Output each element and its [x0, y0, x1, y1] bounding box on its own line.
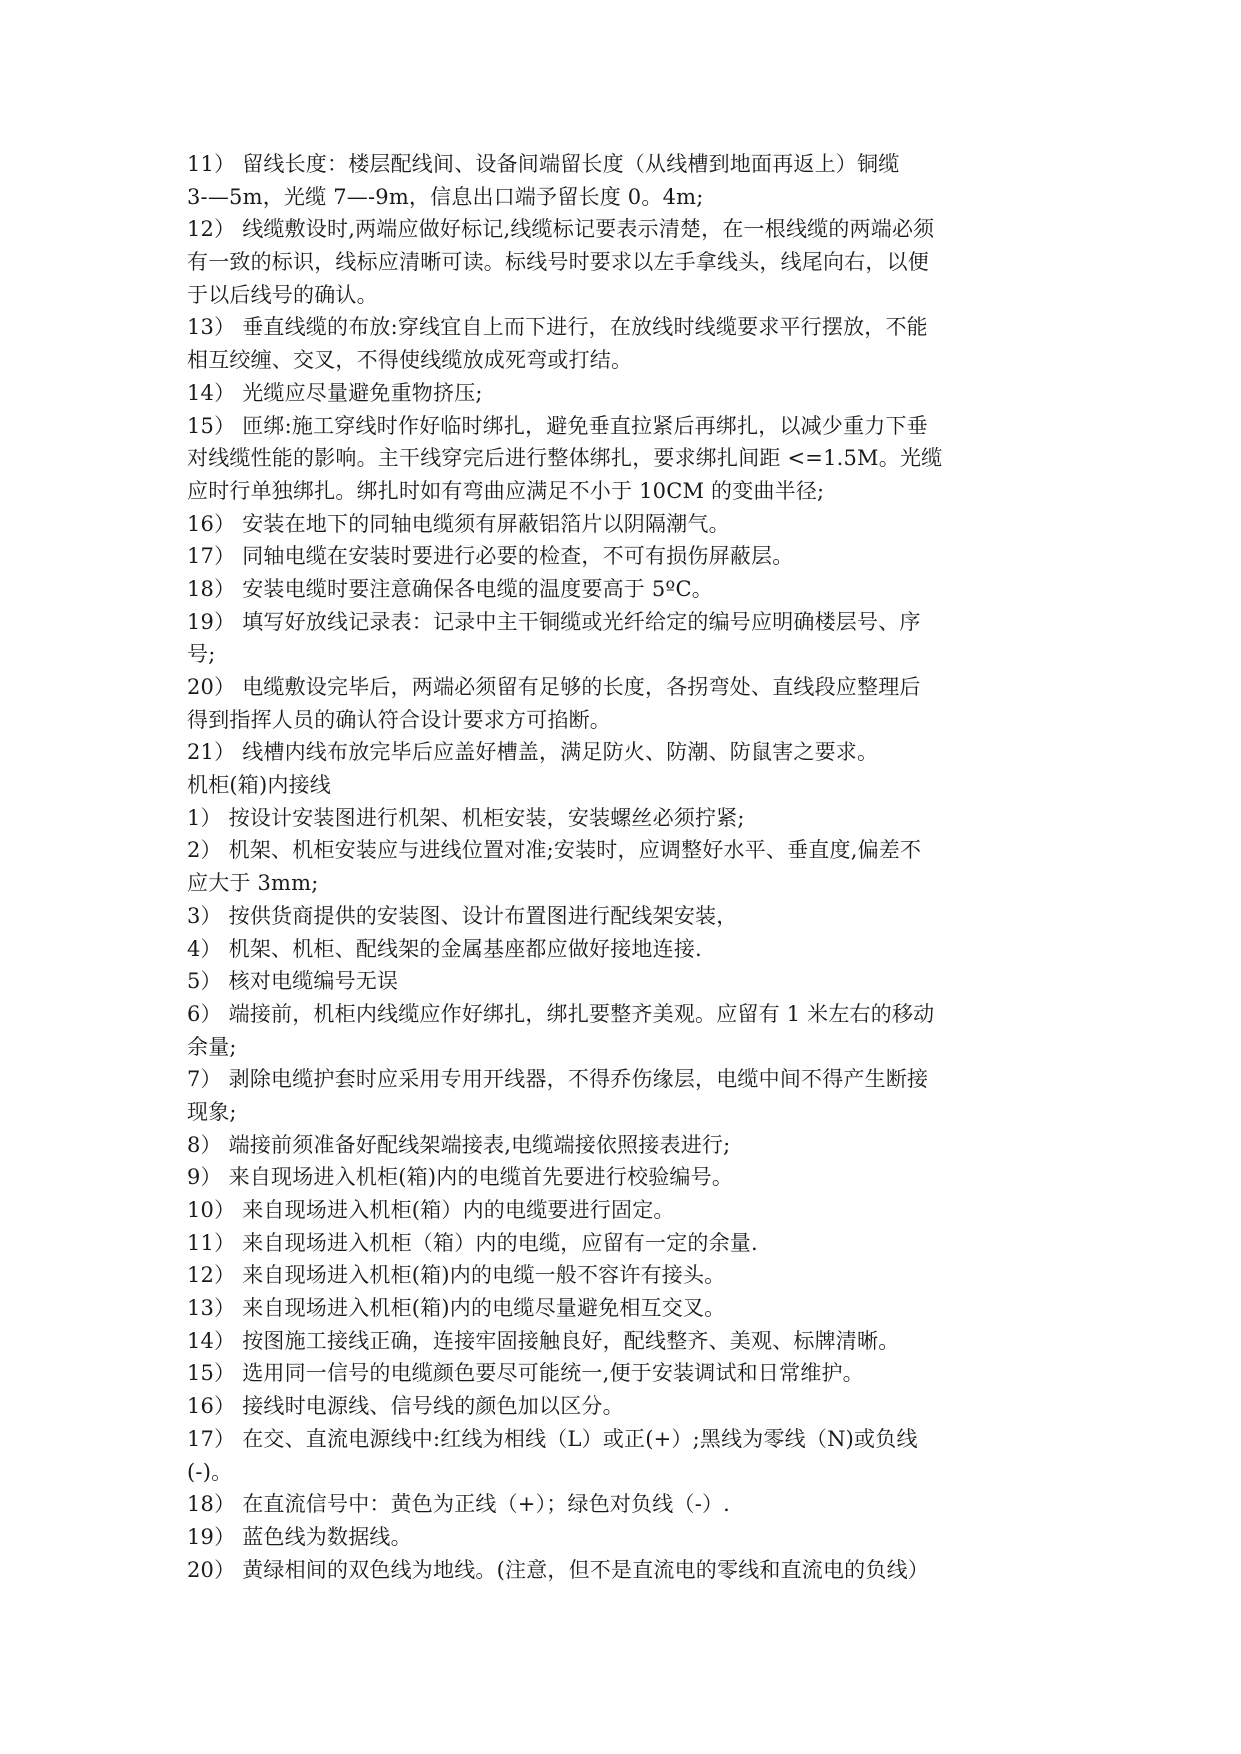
- text-line: 18） 安装电缆时要注意确保各电缆的温度要高于 5ºC。: [187, 576, 713, 601]
- text-line: 相互绞缠、交叉，不得使线缆放成死弯或打结。: [187, 348, 633, 373]
- text-line: 14） 按图施工接线正确，连接牢固接触良好，配线整齐、美观、标牌清晰。: [187, 1328, 900, 1353]
- text-line: 11） 留线长度：楼层配线间、设备间端留长度（从线槽到地面再返上）铜缆: [187, 152, 900, 176]
- text-line: 15） 选用同一信号的电缆颜色要尽可能统一,便于安装调试和日常维护。: [187, 1361, 864, 1386]
- text-line: 号;: [187, 642, 216, 667]
- text-line: 19） 填写好放线记录表：记录中主干铜缆或光纤给定的编号应明确楼层号、序: [187, 609, 921, 634]
- section-heading: 机柜(箱)内接线: [187, 773, 331, 798]
- text-line: 18） 在直流信号中：黄色为正线（+）；绿色对负线（-）.: [187, 1492, 731, 1517]
- text-line: 有一致的标识，线标应清晰可读。标线号时要求以左手拿线头，线尾向右，以便: [187, 250, 929, 275]
- text-line: 现象;: [187, 1099, 237, 1124]
- text-line: 12） 线缆敷设时,两端应做好标记,线缆标记要表示清楚，在一根线缆的两端必须: [187, 217, 935, 242]
- text-line: 5） 核对电缆编号无误: [187, 969, 399, 994]
- text-line: 得到指挥人员的确认符合设计要求方可掐断。: [187, 707, 611, 732]
- text-line: 21） 线槽内线布放完毕后应盖好槽盖，满足防火、防潮、防鼠害之要求。: [187, 740, 879, 765]
- document-body: [187, 148, 1067, 1586]
- text-line: 14） 光缆应尽量避免重物挤压;: [187, 380, 483, 405]
- text-line: 20） 电缆敷设完毕后，两端必须留有足够的长度，各拐弯处、直线段应整理后: [187, 675, 921, 699]
- text-line: 6） 端接前，机柜内线缆应作好绑扎，绑扎要整齐美观。应留有 1 米左右的移动: [187, 1001, 935, 1026]
- text-line: 12） 来自现场进入机柜(箱)内的电缆一般不容许有接头。: [187, 1263, 726, 1288]
- text-line: 13） 垂直线缆的布放:穿线宜自上而下进行，在放线时线缆要求平行摆放，不能: [187, 315, 928, 340]
- text-line: 于以后线号的确认。: [187, 282, 378, 307]
- text-line: 2） 机架、机柜安装应与进线位置对准;安装时，应调整好水平、垂直度,偏差不: [187, 838, 922, 863]
- text-line: 9） 来自现场进入机柜(箱)内的电缆首先要进行校验编号。: [187, 1165, 734, 1190]
- text-line: 17） 在交、直流电源线中:红线为相线（L）或正(+）;黑线为零线（N)或负线: [187, 1426, 918, 1451]
- text-line: 应大于 3mm;: [187, 871, 319, 896]
- text-line: 10） 来自现场进入机柜(箱）内的电缆要进行固定。: [187, 1198, 675, 1222]
- text-line: 余量;: [187, 1034, 237, 1059]
- text-line: 15） 匝绑:施工穿线时作好临时绑扎，避免垂直拉紧后再绑扎，以减少重力下垂: [187, 413, 928, 438]
- text-line: 1） 按设计安装图进行机架、机柜安装，安装螺丝必须拧紧;: [187, 805, 745, 830]
- text-line: 7） 剥除电缆护套时应采用专用开线器，不得乔伤缘层，电缆中间不得产生断接: [187, 1067, 929, 1092]
- text-line: 13） 来自现场进入机柜(箱)内的电缆尽量避免相互交叉。: [187, 1296, 726, 1321]
- text-line: 20） 黄绿相间的双色线为地线。(注意，但不是直流电的零线和直流电的负线）: [187, 1557, 929, 1582]
- text-line: 8） 端接前须准备好配线架端接表,电缆端接依照接表进行;: [187, 1132, 731, 1157]
- text-line: 4） 机架、机柜、配线架的金属基座都应做好接地连接.: [187, 936, 702, 961]
- text-line: 17） 同轴电缆在安装时要进行必要的检查，不可有损伤屏蔽层。: [187, 544, 794, 569]
- text-line: 3-—5m，光缆 7—-9m，信息出口端予留长度 0。4m;: [187, 184, 704, 209]
- text-line: 19） 蓝色线为数据线。: [187, 1524, 412, 1549]
- text-line: 16） 安装在地下的同轴电缆须有屏蔽铝箔片以阴隔潮气。: [187, 511, 730, 536]
- text-line: 16） 接线时电源线、信号线的颜色加以区分。: [187, 1394, 624, 1419]
- text-line: (-)。: [187, 1459, 233, 1484]
- text-line: 11） 来自现场进入机柜（箱）内的电缆，应留有一定的余量.: [187, 1230, 758, 1255]
- text-line: 3） 按供货商提供的安装图、设计布置图进行配线架安装，: [187, 903, 738, 928]
- text-line: 对线缆性能的影响。主干线穿完后进行整体绑扎，要求绑扎间距 <=1.5M。光缆: [187, 446, 943, 471]
- text-line: 应时行单独绑扎。绑扎时如有弯曲应满足不小于 10CM 的变曲半径;: [187, 478, 825, 503]
